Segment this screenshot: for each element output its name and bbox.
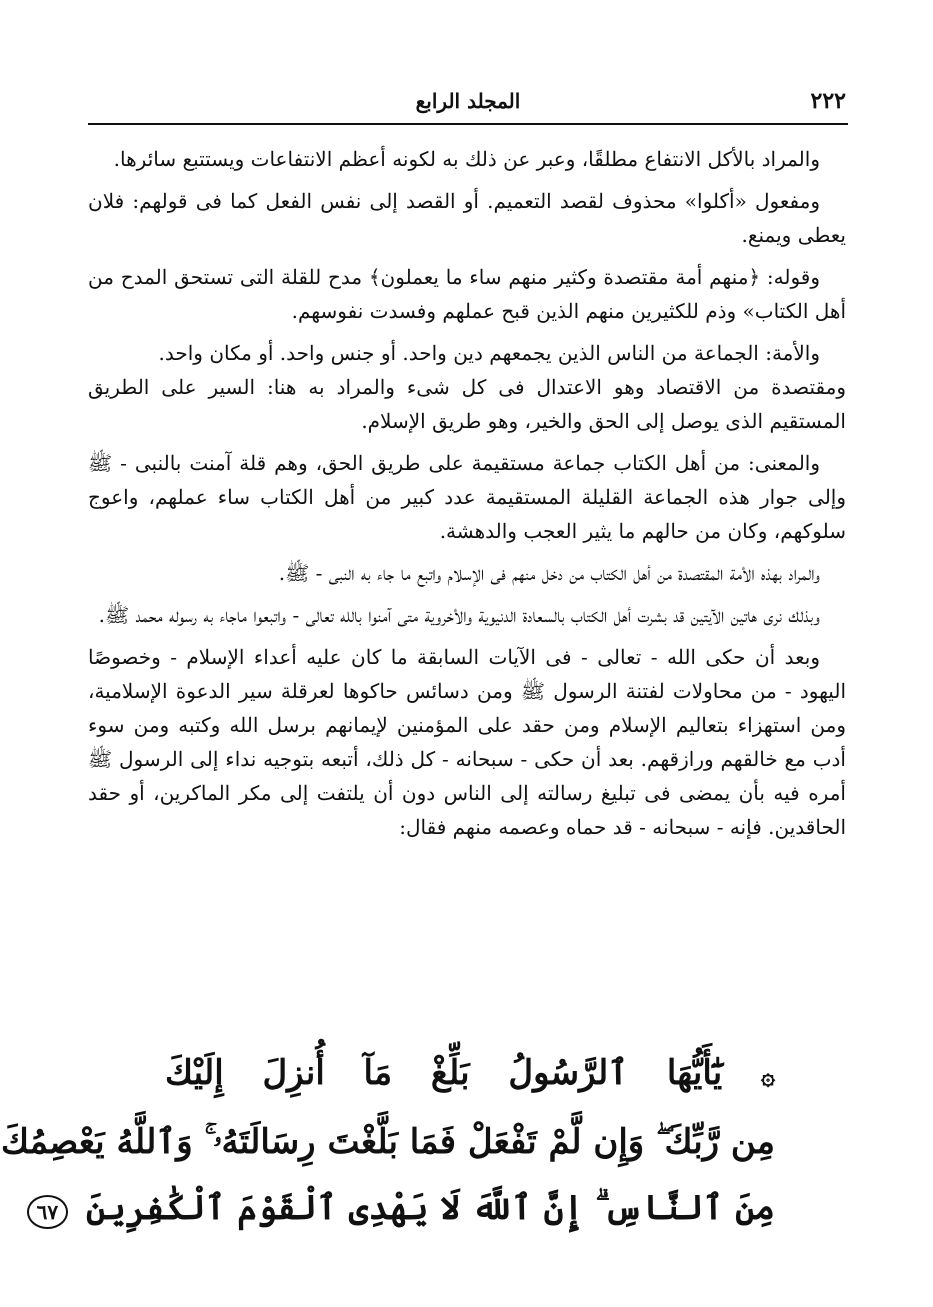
paragraph: وبعد أن حكى الله - تعالى - فى الآيات السابقة ما كان عليه أعداء الإسلام - وخصوصًا اليهود - من محاولات لفتنة الرسول ﷺ ومن دسائس حاكوها لعرقلة سير الدعوة الإسلامية، ومن استهزاء بتعاليم الإسلام ومن حقد على المؤمنين لإيمانهم برسل الله وكتبه ومن سوء أدب مع خالقهم ورازقهم. بعد أن حكى - سبحانه - كل ذلك، أتبعه بتوجيه نداء إلى الرسول ﷺ أمره فيه بأن يمضى فى تبليغ رسالته إلى الناس دون أن يلتفت إلى مكر الماكرين، أو حقد الحاقدين. فإنه - سبحانه - قد حماه وعصمه منهم فقال: <box>88 645 846 839</box>
page-number: ٢٢٢ <box>810 88 846 114</box>
paragraph: والمعنى: من أهل الكتاب جماعة مستقيمة على طريق الحق، وهم قلة آمنت بالنبى - ﷺ وإلى جوار هذه الجماعة القليلة المستقيمة عدد كبير من أهل الكتاب ساء عملهم، واعوج سلوكهم، وكان من حالهم ما يثير العجب والدهشة. <box>88 451 846 543</box>
verse-number-badge: ٦٧ <box>27 1195 68 1229</box>
verse-line <box>165 1040 775 1109</box>
paragraph: وقوله: ﴿منهم أمة مقتصدة وكثير منهم ساء ما يعملون﴾ مدح للقلة التى تستحق المدح من أهل الكتاب» وذم للكثيرين منهم الذين قبح عملهم وفسدت نفوسهم. <box>88 265 846 323</box>
verse-text: يَٰٓأَيُّهَا ٱلرَّسُولُ بَلِّغْ مَآ أُنزِلَ إِلَيْكَ <box>165 1053 723 1093</box>
volume-title: المجلد الرابع <box>415 89 521 113</box>
commentary-text <box>88 142 846 852</box>
paragraph: ومقتصدة من الاقتصاد وهو الاعتدال فى كل شىء والمراد به هنا: السير على الطريق المستقيم الذى يوصل إلى الحق والخير، وهو طريق الإسلام. <box>88 375 846 433</box>
page-header <box>90 86 846 122</box>
header-divider <box>88 123 848 125</box>
verse-text: مِنَ ٱلنَّاسِ ۗ إِنَّ ٱللَّهَ لَا يَهْدِى ٱلْقَوْمَ ٱلْكَٰفِرِينَ <box>85 1188 775 1228</box>
paragraph: والأمة: الجماعة من الناس الذين يجمعهم دين واحد. أو جنس واحد. أو مكان واحد. <box>158 341 820 365</box>
paragraph: والمراد بهذه الأمة المقتصدة من أهل الكتاب من دخل منهم فى الإسلام واتبع ما جاء به النبى - ﷺ. <box>278 561 820 585</box>
verse-line: مِن رَّبِّكَ ۖ وَإِن لَّمْ تَفْعَلْ فَمَا بَلَّغْتَ رِسَالَتَهُۥ ۚ وَٱللَّهُ يَعْصِمُكَ <box>0 1122 775 1162</box>
quran-verse <box>0 1040 775 1241</box>
verse-line <box>36 1175 775 1241</box>
verse-start-marker: ۞ <box>760 1061 775 1090</box>
paragraph: ومفعول «أكلوا» محذوف لقصد التعميم. أو القصد إلى نفس الفعل كما فى قولهم: فلان يعطى ويمنع. <box>88 189 846 247</box>
paragraph: وبذلك نرى هاتين الآيتين قد بشرت أهل الكتاب بالسعادة الدنيوية والأخروية متى آمنوا بالله تعالى - واتبعوا ماجاء به رسوله محمد ﷺ. <box>98 603 820 627</box>
paragraph: والمراد بالأكل الانتفاع مطلقًا، وعبر عن ذلك به لكونه أعظم الانتفاعات ويستتبع سائرها. <box>113 147 820 171</box>
